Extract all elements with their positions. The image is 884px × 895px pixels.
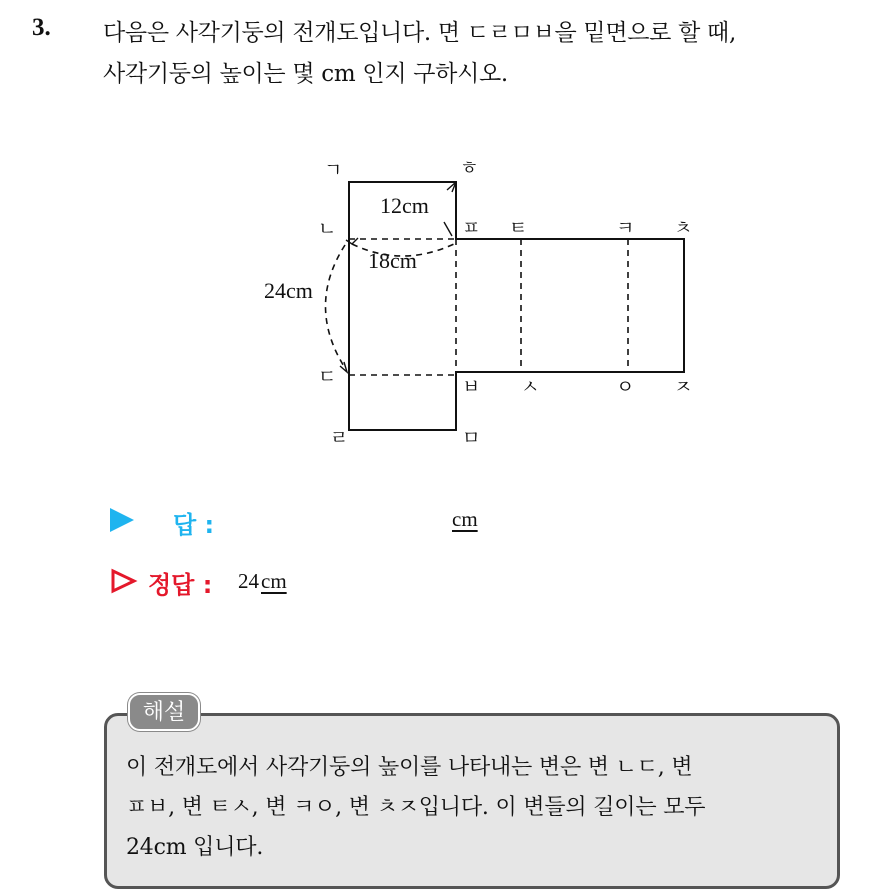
correct-answer-label: 정답 :	[148, 571, 213, 599]
answer-row	[110, 503, 530, 539]
correct-answer-value: 24	[238, 569, 259, 593]
answer-unit	[452, 507, 478, 532]
measure-label-12cm: 12cm	[380, 193, 429, 218]
vertex-label-s: ㅅ	[521, 376, 540, 398]
measure-label-24cm: 24cm	[264, 278, 313, 303]
vertex-label-k: ㅋ	[616, 217, 635, 239]
answer-unit-text: cm	[452, 507, 478, 531]
question-text-line-2: 사각기둥의 높이는 몇 cm 인지 구하시오.	[103, 61, 508, 87]
vertex-label-n: ㄴ	[318, 218, 337, 240]
explanation-tab: 해설	[128, 693, 200, 731]
vertex-label-p: ㅍ	[462, 217, 481, 239]
vertex-label-m: ㅁ	[462, 427, 481, 449]
correct-answer-unit: cm	[261, 569, 287, 593]
vertex-label-t: ㅌ	[509, 217, 528, 239]
play-triangle-icon	[110, 508, 134, 532]
measure-arrow-12cm-top	[447, 182, 456, 192]
correct-answer-row	[110, 565, 530, 601]
outline-triangle-icon	[110, 568, 138, 594]
vertex-label-g: ㄱ	[324, 159, 343, 181]
vertex-label-o: ㅇ	[616, 376, 635, 398]
vertex-label-b: ㅂ	[462, 376, 481, 398]
vertex-label-d: ㄷ	[318, 366, 337, 388]
vertex-label-ch: ㅊ	[674, 217, 693, 239]
vertex-label-h: ㅎ	[460, 157, 479, 179]
measure-label-18cm: 18cm	[368, 248, 417, 273]
measure-arrow-24cm-bottom	[340, 362, 347, 372]
explanation-line-2: ㅍㅂ, 변 ㅌㅅ, 변 ㅋㅇ, 변 ㅊㅈ입니다. 이 변들의 길이는 모두	[126, 795, 706, 820]
question-number: 3.	[32, 14, 51, 41]
answer-label: 답 :	[173, 511, 215, 539]
measure-arc-24cm	[326, 245, 346, 368]
vertex-label-j: ㅈ	[674, 376, 693, 398]
vertex-label-r: ㄹ	[330, 427, 349, 449]
correct-answer-value-wrap	[238, 569, 287, 594]
question-text-line-1: 다음은 사각기둥의 전개도입니다. 면 ㄷㄹㅁㅂ을 밑면으로 할 때,	[103, 20, 736, 46]
explanation-line-1: 이 전개도에서 사각기둥의 높이를 나타내는 변은 변 ㄴㄷ, 변	[126, 755, 693, 780]
explanation-line-3: 24cm 입니다.	[126, 835, 264, 860]
measure-arrow-12cm-bottom	[444, 222, 452, 236]
